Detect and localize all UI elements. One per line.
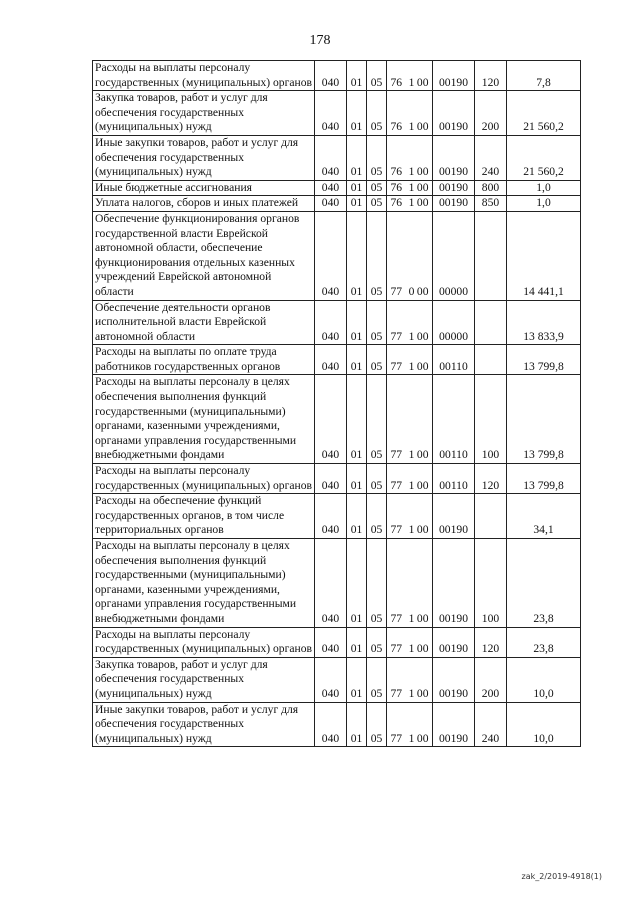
table-row xyxy=(93,464,581,494)
program-code-cell xyxy=(387,657,433,702)
section-code-cell: 01 xyxy=(347,375,367,464)
amount-cell: 23,8 xyxy=(507,539,581,628)
expense-type-code-cell: 240 xyxy=(475,135,507,180)
program-code-cell xyxy=(387,539,433,628)
expense-type-code-cell: 100 xyxy=(475,375,507,464)
direction-code-cell: 00190 xyxy=(433,627,475,657)
amount-cell: 10,0 xyxy=(507,657,581,702)
amount-cell: 21 560,2 xyxy=(507,135,581,180)
section-code-cell: 01 xyxy=(347,135,367,180)
ministry-code-cell: 040 xyxy=(315,464,347,494)
program-code-part: 77 xyxy=(390,359,403,373)
table-row xyxy=(93,627,581,657)
expense-name-cell: Расходы на выплаты по оплате труда работников государственных органов xyxy=(93,345,315,375)
table-row xyxy=(93,91,581,136)
program-code-part: 1 xyxy=(408,448,415,462)
expense-name-cell: Обеспечение функционирования органов государственной власти Еврейской автономной области, обеспечение функционирования отдельных казенных учреждений Еврейской автономной области xyxy=(93,211,315,300)
table-row xyxy=(93,135,581,180)
ministry-code-cell: 040 xyxy=(315,135,347,180)
ministry-code-cell: 040 xyxy=(315,211,347,300)
expense-name-cell: Расходы на выплаты персоналу государственных (муниципальных) органов xyxy=(93,61,315,91)
ministry-code-cell: 040 xyxy=(315,91,347,136)
program-code-part: 00 xyxy=(416,642,429,656)
ministry-code-cell: 040 xyxy=(315,196,347,212)
program-code-cell xyxy=(387,196,433,212)
direction-code-cell: 00190 xyxy=(433,91,475,136)
expense-type-code-cell: 800 xyxy=(475,180,507,196)
direction-code-cell: 00000 xyxy=(433,211,475,300)
program-code-part: 1 xyxy=(408,611,415,625)
table-row xyxy=(93,196,581,212)
subsection-code-cell: 05 xyxy=(367,464,387,494)
program-code-part: 00 xyxy=(416,359,429,373)
expense-name-cell: Обеспечение деятельности органов исполнительной власти Еврейской автономной области xyxy=(93,300,315,345)
subsection-code-cell: 05 xyxy=(367,61,387,91)
expense-type-code-cell: 200 xyxy=(475,657,507,702)
subsection-code-cell: 05 xyxy=(367,211,387,300)
amount-cell: 13 799,8 xyxy=(507,375,581,464)
program-code-part: 00 xyxy=(416,120,429,134)
subsection-code-cell: 05 xyxy=(367,180,387,196)
program-code-part: 1 xyxy=(408,180,415,194)
program-code-part: 1 xyxy=(408,120,415,134)
section-code-cell: 01 xyxy=(347,494,367,539)
section-code-cell: 01 xyxy=(347,300,367,345)
direction-code-cell: 00190 xyxy=(433,135,475,180)
program-code-cell xyxy=(387,135,433,180)
section-code-cell: 01 xyxy=(347,539,367,628)
section-code-cell: 01 xyxy=(347,345,367,375)
subsection-code-cell: 05 xyxy=(367,375,387,464)
program-code-part: 00 xyxy=(416,196,429,210)
program-code-part: 77 xyxy=(390,284,403,298)
expense-type-code-cell: 120 xyxy=(475,627,507,657)
program-code-part: 00 xyxy=(416,731,429,745)
program-code-part: 00 xyxy=(416,611,429,625)
section-code-cell: 01 xyxy=(347,211,367,300)
program-code-part: 77 xyxy=(390,731,403,745)
subsection-code-cell: 05 xyxy=(367,539,387,628)
expense-type-code-cell: 120 xyxy=(475,61,507,91)
subsection-code-cell: 05 xyxy=(367,627,387,657)
expense-name-cell: Иные закупки товаров, работ и услуг для обеспечения государственных (муниципальных) нужд xyxy=(93,135,315,180)
direction-code-cell: 00000 xyxy=(433,300,475,345)
program-code-part: 77 xyxy=(390,478,403,492)
amount-cell: 10,0 xyxy=(507,702,581,747)
program-code-part: 00 xyxy=(416,448,429,462)
program-code-part: 00 xyxy=(416,523,429,537)
program-code-part: 77 xyxy=(390,448,403,462)
program-code-part: 1 xyxy=(408,642,415,656)
expense-name-cell: Расходы на обеспечение функций государственных органов, в том числе территориальных органов xyxy=(93,494,315,539)
program-code-part: 76 xyxy=(390,120,403,134)
amount-cell: 7,8 xyxy=(507,61,581,91)
program-code-cell xyxy=(387,91,433,136)
expense-type-code-cell: 200 xyxy=(475,91,507,136)
expense-type-code-cell xyxy=(475,211,507,300)
program-code-part: 00 xyxy=(416,75,429,89)
program-code-part: 77 xyxy=(390,686,403,700)
direction-code-cell: 00190 xyxy=(433,196,475,212)
program-code-part: 76 xyxy=(390,75,403,89)
table-row xyxy=(93,211,581,300)
section-code-cell: 01 xyxy=(347,91,367,136)
expense-type-code-cell: 850 xyxy=(475,196,507,212)
ministry-code-cell: 040 xyxy=(315,539,347,628)
table-row xyxy=(93,345,581,375)
expense-name-cell: Расходы на выплаты персоналу в целях обеспечения выполнения функций государственными (муниципальными) органами, казенными учреждениями, органами управления государственными внебюджетными фондами xyxy=(93,539,315,628)
subsection-code-cell: 05 xyxy=(367,300,387,345)
program-code-part: 1 xyxy=(408,359,415,373)
expense-type-code-cell xyxy=(475,300,507,345)
table-row xyxy=(93,657,581,702)
expense-type-code-cell xyxy=(475,345,507,375)
ministry-code-cell: 040 xyxy=(315,180,347,196)
subsection-code-cell: 05 xyxy=(367,196,387,212)
subsection-code-cell: 05 xyxy=(367,345,387,375)
ministry-code-cell: 040 xyxy=(315,657,347,702)
expense-name-cell: Закупка товаров, работ и услуг для обеспечения государственных (муниципальных) нужд xyxy=(93,91,315,136)
table-row xyxy=(93,180,581,196)
program-code-cell xyxy=(387,702,433,747)
program-code-part: 1 xyxy=(408,478,415,492)
table-row xyxy=(93,702,581,747)
program-code-cell xyxy=(387,211,433,300)
program-code-cell xyxy=(387,375,433,464)
section-code-cell: 01 xyxy=(347,464,367,494)
amount-cell: 14 441,1 xyxy=(507,211,581,300)
subsection-code-cell: 05 xyxy=(367,494,387,539)
ministry-code-cell: 040 xyxy=(315,300,347,345)
program-code-part: 00 xyxy=(416,180,429,194)
direction-code-cell: 00110 xyxy=(433,464,475,494)
program-code-part: 00 xyxy=(416,165,429,179)
section-code-cell: 01 xyxy=(347,180,367,196)
expense-type-code-cell: 120 xyxy=(475,464,507,494)
amount-cell: 1,0 xyxy=(507,196,581,212)
ministry-code-cell: 040 xyxy=(315,345,347,375)
amount-cell: 13 799,8 xyxy=(507,345,581,375)
program-code-part: 77 xyxy=(390,611,403,625)
program-code-cell xyxy=(387,180,433,196)
section-code-cell: 01 xyxy=(347,196,367,212)
direction-code-cell: 00190 xyxy=(433,657,475,702)
expense-name-cell: Расходы на выплаты персоналу государственных (муниципальных) органов xyxy=(93,627,315,657)
document-code: zak_2/2019-4918(1) xyxy=(521,872,602,881)
direction-code-cell: 00110 xyxy=(433,345,475,375)
program-code-part: 1 xyxy=(408,329,415,343)
ministry-code-cell: 040 xyxy=(315,627,347,657)
expense-name-cell: Расходы на выплаты персоналу государственных (муниципальных) органов xyxy=(93,464,315,494)
program-code-part: 76 xyxy=(390,180,403,194)
program-code-part: 77 xyxy=(390,523,403,537)
ministry-code-cell: 040 xyxy=(315,702,347,747)
table-row xyxy=(93,300,581,345)
table-row xyxy=(93,375,581,464)
table-row xyxy=(93,494,581,539)
program-code-part: 76 xyxy=(390,165,403,179)
program-code-part: 77 xyxy=(390,642,403,656)
program-code-cell xyxy=(387,300,433,345)
expense-name-cell: Расходы на выплаты персоналу в целях обеспечения выполнения функций государственными (муниципальными) органами, казенными учреждениями, органами управления государственными внебюджетными фондами xyxy=(93,375,315,464)
program-code-part: 00 xyxy=(416,686,429,700)
expense-type-code-cell: 240 xyxy=(475,702,507,747)
program-code-part: 1 xyxy=(408,196,415,210)
direction-code-cell: 00190 xyxy=(433,180,475,196)
page-number: 178 xyxy=(309,33,331,48)
expense-name-cell: Уплата налогов, сборов и иных платежей xyxy=(93,196,315,212)
table-row xyxy=(93,61,581,91)
program-code-part: 77 xyxy=(390,329,403,343)
subsection-code-cell: 05 xyxy=(367,702,387,747)
table-row xyxy=(93,539,581,628)
program-code-part: 1 xyxy=(408,686,415,700)
subsection-code-cell: 05 xyxy=(367,91,387,136)
direction-code-cell: 00190 xyxy=(433,61,475,91)
amount-cell: 1,0 xyxy=(507,180,581,196)
expense-type-code-cell: 100 xyxy=(475,539,507,628)
amount-cell: 21 560,2 xyxy=(507,91,581,136)
subsection-code-cell: 05 xyxy=(367,135,387,180)
program-code-part: 1 xyxy=(408,75,415,89)
direction-code-cell: 00110 xyxy=(433,375,475,464)
program-code-part: 1 xyxy=(408,731,415,745)
amount-cell: 23,8 xyxy=(507,627,581,657)
program-code-part: 1 xyxy=(408,165,415,179)
direction-code-cell: 00190 xyxy=(433,539,475,628)
ministry-code-cell: 040 xyxy=(315,375,347,464)
section-code-cell: 01 xyxy=(347,627,367,657)
expense-type-code-cell xyxy=(475,494,507,539)
program-code-cell xyxy=(387,494,433,539)
program-code-part: 76 xyxy=(390,196,403,210)
direction-code-cell: 00190 xyxy=(433,702,475,747)
section-code-cell: 01 xyxy=(347,657,367,702)
amount-cell: 34,1 xyxy=(507,494,581,539)
ministry-code-cell: 040 xyxy=(315,61,347,91)
program-code-cell xyxy=(387,61,433,91)
expense-name-cell: Закупка товаров, работ и услуг для обеспечения государственных (муниципальных) нужд xyxy=(93,657,315,702)
section-code-cell: 01 xyxy=(347,61,367,91)
direction-code-cell: 00190 xyxy=(433,494,475,539)
expense-name-cell: Иные бюджетные ассигнования xyxy=(93,180,315,196)
budget-table xyxy=(92,60,581,747)
program-code-cell xyxy=(387,345,433,375)
amount-cell: 13 799,8 xyxy=(507,464,581,494)
program-code-part: 00 xyxy=(416,329,429,343)
subsection-code-cell: 05 xyxy=(367,657,387,702)
expense-name-cell: Иные закупки товаров, работ и услуг для обеспечения государственных (муниципальных) нужд xyxy=(93,702,315,747)
program-code-part: 00 xyxy=(416,284,429,298)
program-code-part: 0 xyxy=(408,284,415,298)
program-code-cell xyxy=(387,627,433,657)
amount-cell: 13 833,9 xyxy=(507,300,581,345)
program-code-cell xyxy=(387,464,433,494)
ministry-code-cell: 040 xyxy=(315,494,347,539)
program-code-part: 1 xyxy=(408,523,415,537)
section-code-cell: 01 xyxy=(347,702,367,747)
program-code-part: 00 xyxy=(416,478,429,492)
